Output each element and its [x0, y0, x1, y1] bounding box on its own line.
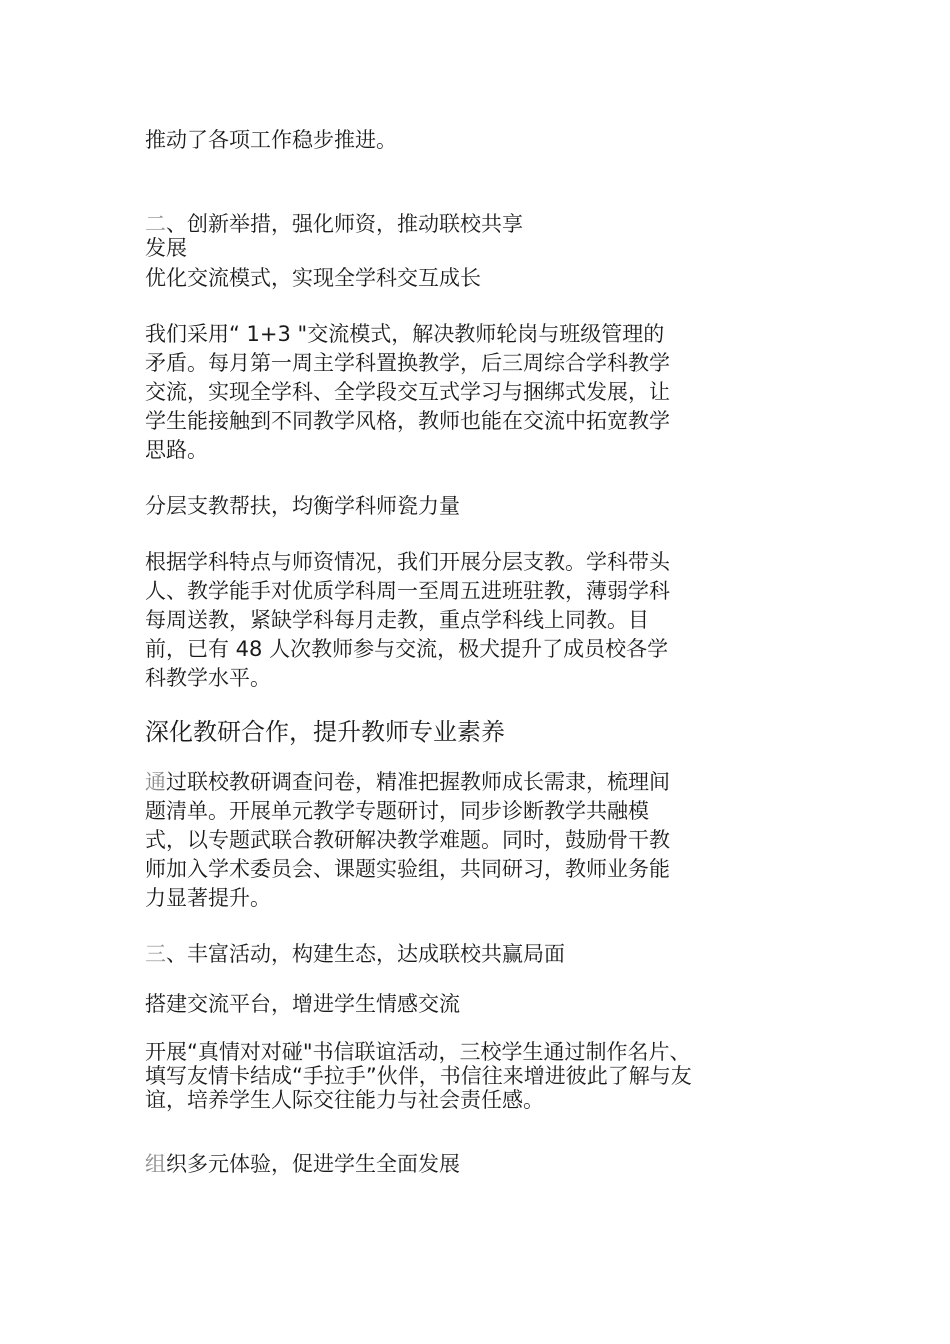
subsection-5-title-text: 织多元体验，促进学生全面发展: [166, 1152, 460, 1176]
subsection-3-body-first-line: [145, 768, 670, 797]
section-2-heading-text: 、创新举措，强化师资，推动联校共享: [166, 212, 523, 236]
section-3-heading-text: 、丰富活动，构建生态，达成联校共赢局面: [166, 942, 565, 966]
subsection-4-body: 开展“真情对对碰"书信联谊活动，三校学生通过制作名片、 填写友情卡结成“手拉手”伙伴，书信往来增进彼此了解与友 谊，培养学生人际交往能力与社会责任感。: [145, 1040, 692, 1112]
subsection-5-title: [145, 1150, 460, 1179]
subsection-3-body: 题清单。开展单元教学专题研讨，同步诊断教学共融模 式，以专题武联合教研解决教学难题。同时，鼓励骨干教 师加入学术委员会、课题实验组，共同研习，教师业务能 力显著提升。: [145, 799, 670, 910]
section-2-heading-wrap: 发展: [145, 236, 187, 260]
subsection-5-dropcap: 组: [145, 1152, 166, 1176]
subsection-4-title: 搭建交流平台，增进学生情感交流: [145, 992, 460, 1016]
subsection-2-title: 分层支教帮扶，均衡学科师瓷力量: [145, 494, 460, 518]
subsection-3-title: 深化教研合作，提升教师专业素养: [145, 718, 505, 746]
subsection-1-body: 我们采用“ 1+3 "交流模式，解决教师轮岗与班级管理的 矛盾。每月第一周主学科置换教学，后三周综合学科教学 交流，实现全学科、全学段交互式学习与捆绑式发展，让 学生能接触到不同教学风格，教师也能在交流中拓宽教学 思路。: [145, 322, 670, 462]
section-3-heading: [145, 940, 565, 969]
subsection-2-body: 根据学科特点与师资情况，我们开展分层支教。学科带头 人、教学能手对优质学科周一至周五进班驻教，薄弱学科 每周送教，紧缺学科每月走教，重点学科线上同教。目 前，已有 48 人次教师参与交流，极犬提升了成员校各学 科教学水平。: [145, 550, 670, 690]
intro-line: 推动了各项工作稳步推进。: [145, 128, 397, 152]
subsection-1-title: 优化交流模式，实现全学科交互成长: [145, 266, 481, 290]
section-3-marker: 三: [145, 942, 166, 966]
section-2-heading: [145, 210, 523, 239]
subsection-3-body-first-text: 过联校教研调查问卷，精准把握教师成长需隶，梳理间: [166, 770, 670, 794]
subsection-3-dropcap: 通: [145, 770, 166, 794]
section-2-marker: 二: [145, 212, 166, 236]
